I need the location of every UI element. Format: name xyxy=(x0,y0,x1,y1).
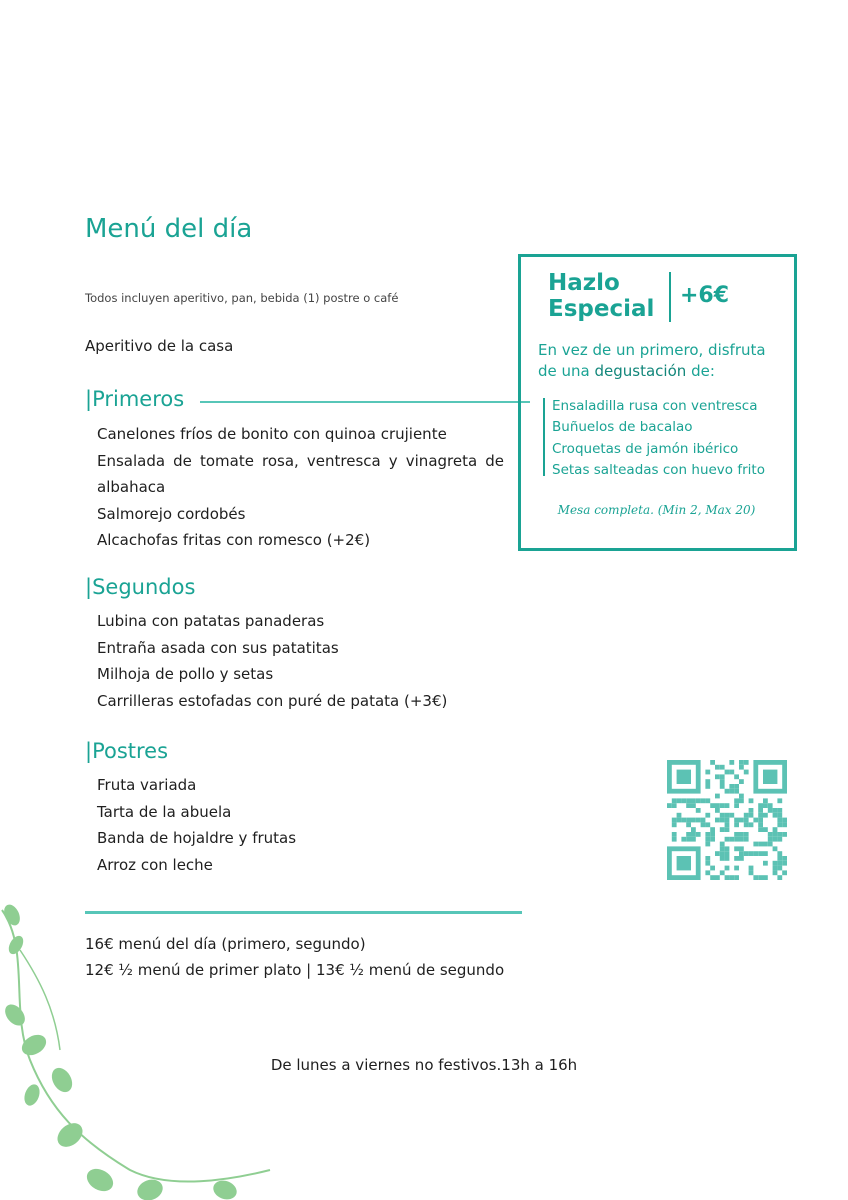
list-item: Alcachofas fritas con romesco (+2€) xyxy=(97,531,371,550)
list-item: Arroz con leche xyxy=(97,855,213,874)
section-title-primeros: |Primeros xyxy=(85,387,185,411)
list-item: Buñuelos de bacalao xyxy=(552,419,693,436)
vine-decoration-icon xyxy=(0,890,280,1200)
list-item: Ensaladilla rusa con ventresca xyxy=(552,398,758,414)
list-item: Setas salteadas con huevo frito xyxy=(552,461,765,478)
list-item: Canelones fríos de bonito con quinoa crujiente xyxy=(97,425,447,443)
list-item: Salmorejo cordobés xyxy=(97,504,246,523)
list-item: Lubina con patatas panaderas xyxy=(97,612,325,630)
page-title: Menú del día xyxy=(85,214,253,244)
qr-code-icon[interactable] xyxy=(666,760,788,880)
list-item: Milhoja de pollo y setas xyxy=(97,665,274,684)
special-intro-text: En vez de un primero, disfruta de una xyxy=(538,341,766,380)
special-intro-highlight: degustación xyxy=(594,362,687,380)
special-heading xyxy=(548,270,654,322)
special-heading-line: Especial xyxy=(548,296,655,322)
list-accent-bar xyxy=(543,398,545,476)
heading-separator xyxy=(669,272,671,322)
price-line: 12€ ½ menú de primer plato | 13€ ½ menú de segundo xyxy=(85,961,505,979)
list-item: Entraña asada con sus patatitas xyxy=(97,638,339,657)
list-item: Fruta variada xyxy=(97,776,197,794)
price-line: 16€ menú del día (primero, segundo) xyxy=(85,935,366,953)
section-title-postres: |Postres xyxy=(85,739,169,763)
segundos-list xyxy=(97,608,447,714)
special-list xyxy=(552,396,765,481)
special-intro-text: de: xyxy=(691,362,715,380)
special-heading-line: Hazlo xyxy=(548,270,620,296)
aperitivo-text: Aperitivo de la casa xyxy=(85,337,234,355)
connector-line xyxy=(200,401,530,403)
special-intro xyxy=(538,340,786,382)
special-price: +6€ xyxy=(680,283,730,308)
menu-subtitle: Todos incluyen aperitivo, pan, bebida (1) postre o café xyxy=(85,291,399,305)
schedule-text: De lunes a viernes no festivos.13h a 16h xyxy=(270,1056,578,1074)
list-item: Croquetas de jamón ibérico xyxy=(552,440,739,457)
postres-list xyxy=(97,772,296,878)
section-title-segundos: |Segundos xyxy=(85,575,196,599)
list-item: Carrilleras estofadas con puré de patata (+3€) xyxy=(97,691,448,710)
list-item: Tarta de la abuela xyxy=(97,802,232,821)
primeros-list xyxy=(97,421,504,554)
list-item: Ensalada de tomate rosa, ventresca y vinagreta de albahaca xyxy=(97,451,504,497)
special-note: Mesa completa. (Min 2, Max 20) xyxy=(557,503,756,517)
list-item: Banda de hojaldre y frutas xyxy=(97,829,297,848)
